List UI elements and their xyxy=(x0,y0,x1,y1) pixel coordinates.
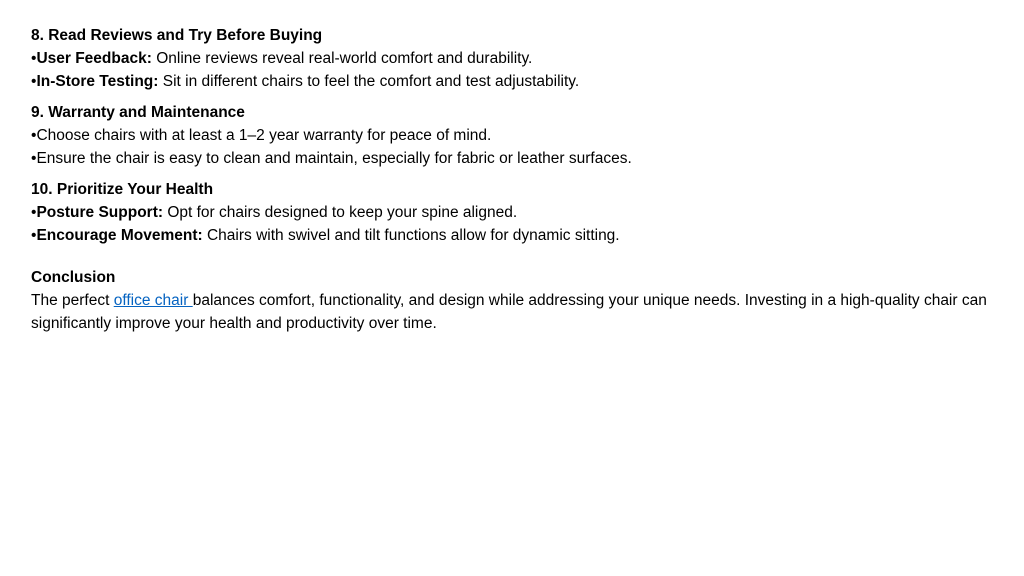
bullet-item xyxy=(31,201,1001,224)
section-heading: 8. Read Reviews and Try Before Buying xyxy=(31,27,323,44)
bullet-text: Choose chairs with at least a 1–2 year warranty for peace of mind. xyxy=(36,127,492,144)
bullet-mark: • xyxy=(31,127,37,144)
section-conclusion xyxy=(31,266,1001,335)
bullet-label: In-Store Testing: xyxy=(36,73,159,90)
bullet-label: Posture Support: xyxy=(36,204,164,221)
bullet-item xyxy=(31,124,1001,147)
section-reviews xyxy=(31,24,1001,93)
bullet-item xyxy=(31,47,1001,70)
section-warranty xyxy=(31,101,1001,170)
bullet-label: Encourage Movement: xyxy=(36,227,203,244)
bullet-mark: • xyxy=(31,204,37,221)
section-heading: 10. Prioritize Your Health xyxy=(31,181,214,198)
bullet-text: Chairs with swivel and tilt functions allow for dynamic sitting. xyxy=(202,227,620,244)
section-health xyxy=(31,178,1001,247)
section-heading: 9. Warranty and Maintenance xyxy=(31,104,245,121)
bullet-text: Sit in different chairs to feel the comfort and test adjustability. xyxy=(158,73,580,90)
conclusion-heading: Conclusion xyxy=(31,269,116,286)
bullet-item xyxy=(31,224,1001,247)
office-chair-link[interactable]: office chair xyxy=(113,292,193,309)
bullet-text: Online reviews reveal real-world comfort and durability. xyxy=(151,50,533,67)
bullet-mark: • xyxy=(31,150,37,167)
conclusion-paragraph xyxy=(31,289,1001,335)
bullet-item xyxy=(31,70,1001,93)
conclusion-text-start: The perfect xyxy=(31,292,114,309)
bullet-item xyxy=(31,147,1001,170)
slide-content xyxy=(31,24,1001,335)
conclusion-text-end: balances comfort, functionality, and design while addressing your unique needs. Investing in a high-quality chair can significantly improve your health and productivity over time. xyxy=(31,292,987,332)
bullet-text: Ensure the chair is easy to clean and maintain, especially for fabric or leather surfaces. xyxy=(36,150,632,167)
bullet-label: User Feedback: xyxy=(36,50,152,67)
bullet-mark: • xyxy=(31,227,37,244)
bullet-mark: • xyxy=(31,50,37,67)
bullet-text: Opt for chairs designed to keep your spine aligned. xyxy=(163,204,518,221)
bullet-mark: • xyxy=(31,73,37,90)
